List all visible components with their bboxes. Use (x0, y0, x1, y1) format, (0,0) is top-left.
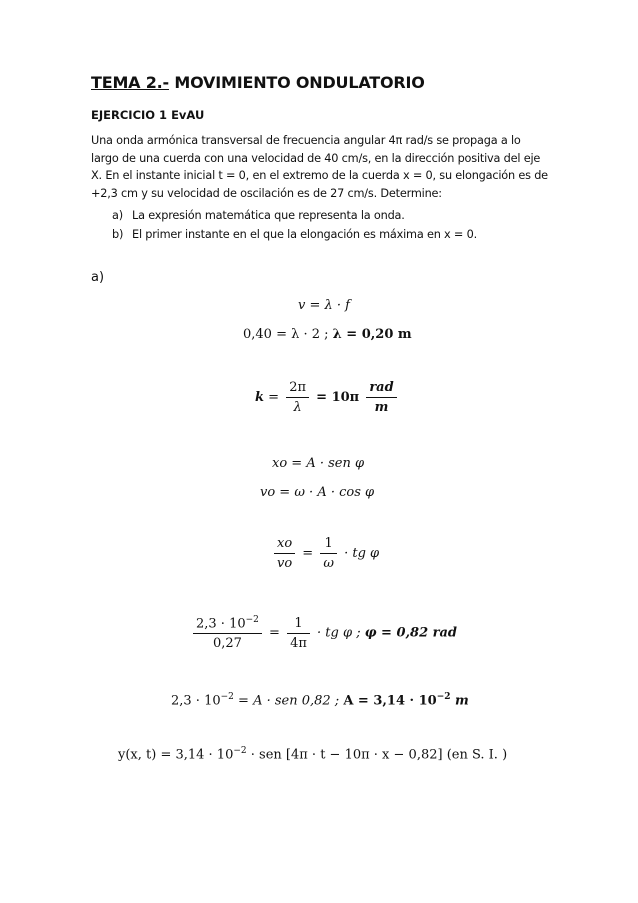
eq7-result: φ = 0,82 rad (364, 625, 458, 641)
title-rest: MOVIMIENTO ONDULATORIO (168, 73, 425, 92)
eq3-unit (366, 380, 396, 415)
item-marker: a) (112, 209, 123, 222)
eq6-rest: · tg φ (344, 546, 380, 561)
eq3-unit-num: rad (366, 380, 396, 398)
eq3-num: 2π (286, 380, 309, 398)
exercise-heading: EJERCICIO 1 EvAU (91, 108, 205, 122)
eq7-right-fraction (287, 616, 310, 651)
eq7-den-l: 0,27 (212, 636, 242, 652)
equation-amplitude (171, 692, 469, 708)
equation-ratio: $\frac{xo}{vo}$ = $\frac{1}{\omega}$ · tg φ (271, 536, 379, 571)
list-item (112, 225, 477, 244)
eq8-exp1: −2 (220, 692, 234, 702)
part-a-label: a) (91, 270, 105, 285)
eq6-right-fraction (320, 536, 337, 571)
problem-statement: Una onda armónica transversal de frecuencia angular 4π rad/s se propaga a lo largo de una cuerda con una velocidad de 40 cm/s, en la dirección positiva del eje X. En el instante inicial t = 0, en el extremo de la cuerda x = 0, su elongación es de +2,3 cm y su velocidad de oscilación es de 27 cm/s. Determine: (91, 134, 548, 200)
equation-position: xo = A · sen φ (272, 456, 365, 471)
list-item (112, 206, 477, 225)
eq8-left: 2,3 · 10 (171, 693, 221, 709)
eq8-unit: m (450, 693, 469, 709)
title-topic: TEMA 2.- (91, 73, 169, 92)
eq8-exp2: −2 (436, 692, 451, 702)
eq6-num-l: xo (274, 536, 295, 554)
eq8-result: A = 3,14 · 10 (343, 693, 437, 709)
eq3-unit-den: m (374, 400, 389, 415)
equation-wavelength (243, 327, 412, 342)
eq6-den-l: vo (277, 556, 293, 571)
eq3-fraction (286, 380, 309, 415)
item-marker: b) (112, 228, 124, 241)
question-list (112, 206, 477, 244)
page-title (91, 73, 425, 92)
eq3-lhs: k (255, 390, 265, 405)
eq6-den-r: ω (323, 556, 334, 571)
eq6-left-fraction (274, 536, 295, 571)
item-text: El primer instante en el que la elongación es máxima en x = 0. (132, 228, 477, 241)
eq9-right: · sen [4π · t − 10π · x − 0,82] (en S. I. ) (246, 747, 508, 763)
eq7-rest: · tg φ ; (317, 625, 365, 641)
eq7-num-r: 1 (287, 616, 310, 634)
equation-speed: vo = ω · A · cos φ (260, 485, 375, 500)
equation-wave (118, 746, 507, 762)
eq9-left: y(x, t) = 3,14 · 10 (118, 747, 234, 763)
eq2-result: λ = 0,20 m (332, 327, 412, 342)
equation-phase: $\frac{2,3 \cdot 10^{-2}}{0,27}$ = $\frac{1}{4\pi}$ · tg φ ; φ = 0,82 rad (190, 615, 457, 651)
eq9-exp: −2 (233, 746, 247, 756)
item-text: La expresión matemática que representa la onda. (132, 209, 405, 222)
eq2-left: 0,40 = λ · 2 ; (243, 327, 333, 342)
equation-velocity: v = λ · f (298, 298, 350, 313)
eq6-num-r: 1 (320, 536, 337, 554)
eq3-den: λ (293, 400, 302, 415)
eq7-den-r: 4π (290, 635, 307, 651)
eq7-num-l: $2,3 \cdot 10^{-2}$ (193, 615, 262, 634)
equation-wavenumber: k = $\frac{2\pi}{\lambda}$ = 10π $\frac{\text{rad}}{m}$ (255, 380, 400, 415)
eq8-mid: = A · sen 0,82 ; (233, 693, 344, 709)
eq3-result: = 10π (316, 390, 360, 405)
eq7-left-fraction (193, 615, 262, 651)
